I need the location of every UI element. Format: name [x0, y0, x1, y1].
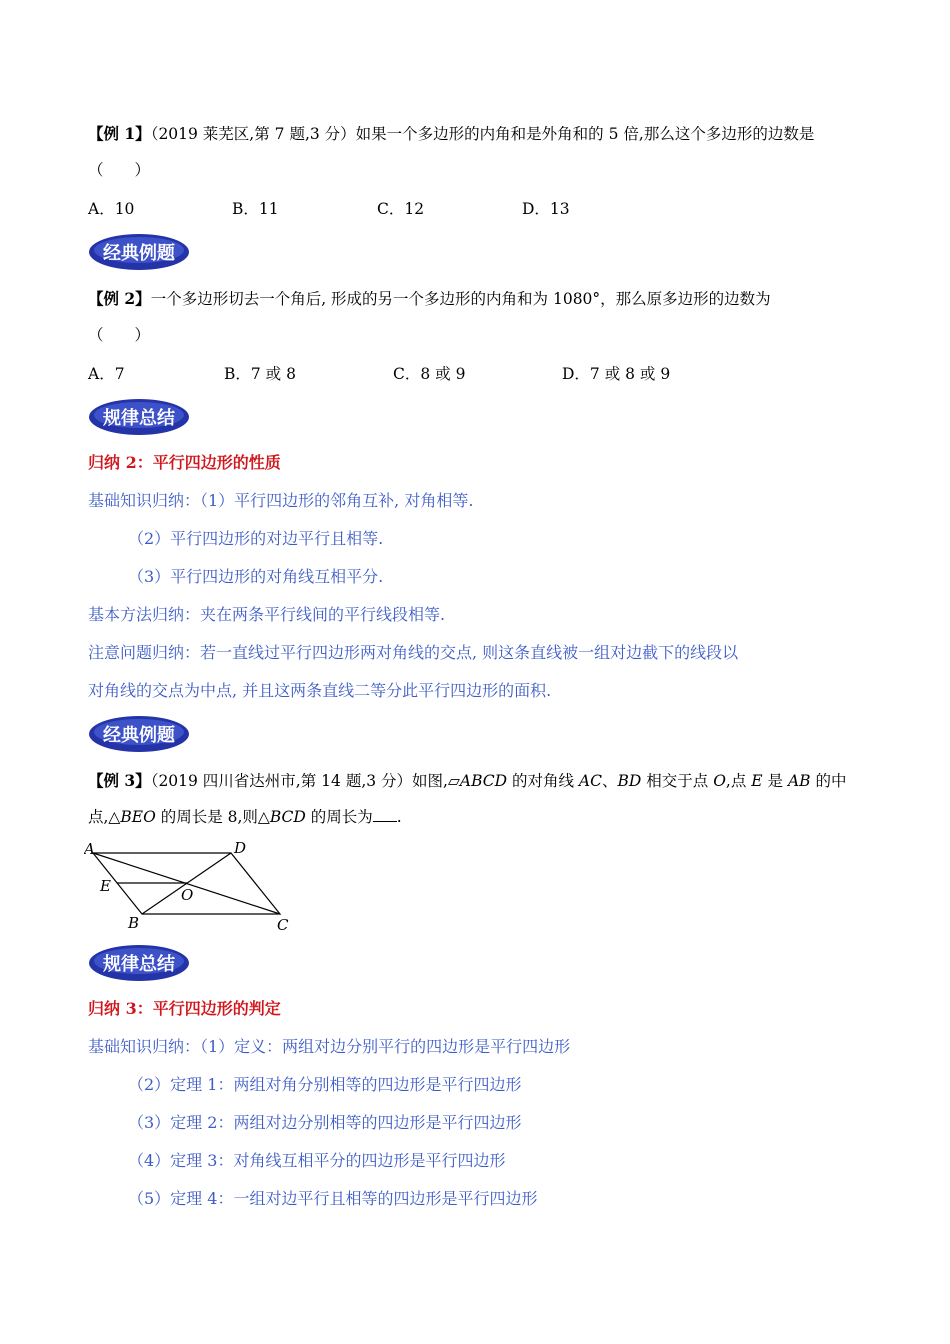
math-beo: BEO — [120, 808, 156, 826]
math-o: O — [713, 772, 726, 790]
math-bd: BD — [617, 772, 642, 790]
summary-2-heading: 归纳 2：平行四边形的性质 — [88, 453, 281, 472]
answer-blank — [373, 807, 397, 822]
parallelogram-symbol: ▱ — [447, 772, 460, 790]
example-2-text: 一个多边形切去一个角后, 形成的另一个多边形的内角和为 1080°，那么原多边形的边数为 — [150, 290, 771, 308]
label-e: E — [100, 877, 111, 895]
parallelogram-figure — [84, 838, 294, 938]
example-2-option-b: B．7 或 8 — [224, 365, 296, 383]
example-3-question-line-2 — [88, 807, 402, 827]
math-bcd: BCD — [269, 808, 306, 826]
label-c: C — [277, 916, 289, 934]
example-1-option-d: D．13 — [522, 200, 570, 218]
example-2-question — [88, 289, 771, 309]
example-3-question-line-1 — [88, 771, 846, 791]
example-3-text: ,点 — [725, 772, 752, 790]
summary-2-line-6: 对角线的交点为中点, 并且这两条直线二等分此平行四边形的面积. — [88, 681, 552, 700]
example-1-text: （2019 莱芜区,第 7 题,3 分）如果一个多边形的内角和是外角和的 5 倍,那么这个多边形的边数是 — [150, 125, 815, 143]
summary-3-line-1: 基础知识归纳：（1）定义：两组对边分别平行的四边形是平行四边形 — [88, 1037, 571, 1056]
example-1-option-c: C．12 — [377, 200, 425, 218]
badge-label: 经典例题 — [103, 725, 175, 746]
example-1-label: 【例 1】 — [88, 124, 151, 143]
example-1-option-b: B．11 — [232, 200, 279, 218]
label-d: D — [234, 839, 247, 857]
classic-example-badge — [88, 715, 190, 753]
badge-label: 规律总结 — [103, 954, 175, 975]
example-2-option-a: A．7 — [88, 365, 125, 383]
example-2-option-c: C．8 或 9 — [393, 365, 466, 383]
summary-3-line-2: （2）定理 1：两组对角分别相等的四边形是平行四边形 — [128, 1075, 522, 1094]
example-2-label: 【例 2】 — [88, 289, 151, 308]
example-3-text: 的周长是 8,则△ — [155, 808, 270, 826]
classic-example-badge — [88, 233, 190, 271]
math-ab: AB — [787, 772, 811, 790]
example-1-option-a: A．10 — [88, 200, 135, 218]
example-3-label: 【例 3】 — [88, 771, 151, 790]
summary-3-heading: 归纳 3：平行四边形的判定 — [88, 999, 281, 1018]
label-a: A — [84, 840, 95, 858]
example-3-text: 是 — [762, 772, 788, 790]
example-3-text: （2019 四川省达州市,第 14 题,3 分）如图, — [150, 772, 448, 790]
example-3-text: 相交于点 — [641, 772, 714, 790]
summary-2-line-1: 基础知识归纳：（1）平行四边形的邻角互补, 对角相等. — [88, 491, 474, 510]
summary-2-line-2: （2）平行四边形的对边平行且相等. — [128, 529, 384, 548]
example-3-text: 的中 — [810, 772, 847, 790]
summary-badge — [88, 398, 190, 436]
math-abcd: ABCD — [459, 772, 508, 790]
example-3-text: . — [396, 808, 402, 826]
summary-3-line-4: （4）定理 3：对角线互相平分的四边形是平行四边形 — [128, 1151, 506, 1170]
label-o: O — [181, 886, 194, 904]
example-2-option-d: D．7 或 8 或 9 — [562, 365, 671, 383]
example-3-text: 、 — [601, 772, 618, 790]
example-3-text: 的周长为 — [305, 808, 373, 826]
example-3-text: 点,△ — [88, 808, 121, 826]
summary-3-line-3: （3）定理 2：两组对边分别相等的四边形是平行四边形 — [128, 1113, 522, 1132]
summary-3-line-5: （5）定理 4：一组对边平行且相等的四边形是平行四边形 — [128, 1189, 538, 1208]
summary-badge — [88, 944, 190, 982]
badge-label: 经典例题 — [103, 243, 175, 264]
example-1-answer-paren: （ ） — [88, 161, 151, 179]
summary-2-line-3: （3）平行四边形的对角线互相平分. — [128, 567, 384, 586]
example-2-answer-paren: （ ） — [88, 326, 151, 344]
summary-2-line-4: 基本方法归纳：夹在两条平行线间的平行线段相等. — [88, 605, 446, 624]
example-3-text: 的对角线 — [507, 772, 579, 790]
math-ac: AC — [578, 772, 602, 790]
example-1-question — [88, 124, 814, 144]
math-e: E — [751, 772, 763, 790]
label-b: B — [128, 914, 140, 932]
summary-2-line-5: 注意问题归纳：若一直线过平行四边形两对角线的交点, 则这条直线被一组对边截下的线段以 — [88, 643, 739, 662]
badge-label: 规律总结 — [103, 408, 175, 429]
